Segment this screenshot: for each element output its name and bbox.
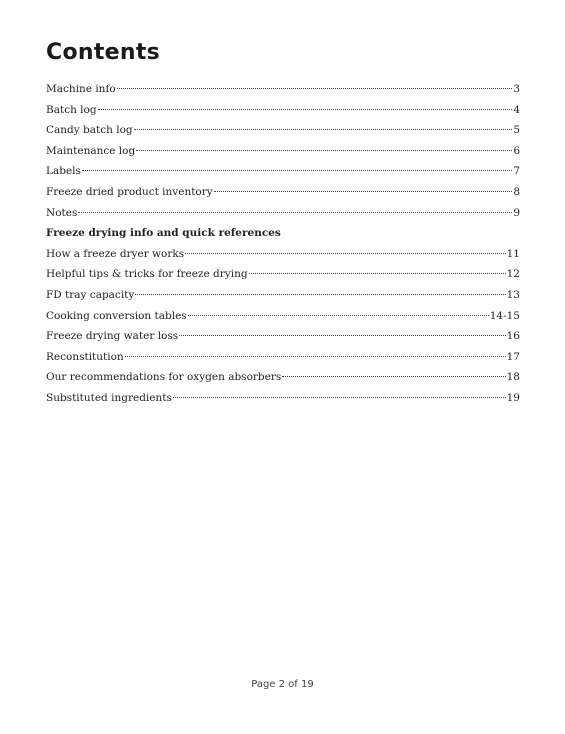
toc-entry-label: Maintenance log: [46, 144, 136, 157]
toc-entry-label: Candy batch log: [46, 124, 133, 137]
dot-leader: [282, 376, 505, 377]
dot-leader: [249, 273, 506, 274]
toc-entry-page: 6: [513, 144, 520, 157]
toc-entry-label: Cooking conversion tables: [46, 309, 187, 322]
toc-entry-label: Freeze dried product inventory: [46, 185, 213, 198]
toc-entry-page: 8: [513, 185, 520, 198]
dot-leader: [98, 109, 513, 110]
toc-entry-page: 18: [506, 371, 520, 384]
dot-leader: [135, 294, 505, 295]
dot-leader: [173, 397, 506, 398]
toc-entry[interactable]: [46, 141, 520, 162]
dot-leader: [185, 253, 505, 254]
toc-list-main: [46, 79, 520, 223]
toc-entry[interactable]: [46, 100, 520, 121]
toc-entry-page: 16: [506, 330, 520, 343]
dot-leader: [134, 129, 513, 130]
dot-leader: [188, 315, 489, 316]
toc-entry-label: Substituted ingredients: [46, 391, 172, 404]
toc-entry-page: 19: [506, 391, 520, 404]
toc-entry-label: Notes: [46, 206, 78, 219]
toc-entry[interactable]: [46, 161, 520, 182]
dot-leader: [214, 191, 513, 192]
toc-entry[interactable]: [46, 326, 520, 347]
toc-entry-label: FD tray capacity: [46, 288, 135, 301]
toc-entry-page: 13: [506, 288, 520, 301]
toc-list-section: [46, 244, 520, 409]
toc-entry-label: Batch log: [46, 103, 97, 116]
page-footer: Page 2 of 19: [251, 679, 314, 690]
toc-entry-page: 5: [513, 124, 520, 137]
toc-entry-label: Helpful tips & tricks for freeze drying: [46, 268, 248, 281]
toc-entry-label: Freeze drying water loss: [46, 330, 179, 343]
toc-entry-page: 9: [513, 206, 520, 219]
dot-leader: [136, 150, 512, 151]
toc-entry[interactable]: [46, 264, 520, 285]
toc-entry[interactable]: [46, 347, 520, 368]
toc-entry-label: Reconstitution: [46, 350, 124, 363]
toc-entry-label: How a freeze dryer works: [46, 247, 185, 260]
page-title: Contents: [46, 40, 161, 65]
toc-entry[interactable]: [46, 367, 520, 388]
toc-entry-page: 11: [506, 247, 520, 260]
dot-leader: [82, 170, 512, 171]
toc-entry-label: Machine info: [46, 83, 116, 95]
toc-entry-page: 4: [513, 103, 520, 116]
toc-entry-label: Our recommendations for oxygen absorbers: [46, 371, 282, 384]
toc-entry[interactable]: [46, 203, 520, 224]
toc-entry-page: 17: [506, 350, 520, 363]
toc-entry[interactable]: [46, 306, 520, 327]
toc-entry[interactable]: [46, 182, 520, 203]
toc-entry-page: 12: [506, 268, 520, 281]
toc-entry[interactable]: [46, 120, 520, 141]
toc-entry-label: Labels: [46, 165, 81, 178]
toc-entry[interactable]: [46, 285, 520, 306]
dot-leader: [117, 88, 513, 89]
dot-leader: [78, 212, 512, 213]
toc-entry-page: 7: [513, 165, 520, 178]
dot-leader: [179, 335, 505, 336]
dot-leader: [125, 356, 506, 357]
table-of-contents: [46, 79, 520, 409]
toc-entry[interactable]: [46, 388, 520, 409]
toc-entry-page: 3: [513, 83, 520, 95]
toc-entry[interactable]: [46, 244, 520, 265]
toc-entry[interactable]: [46, 79, 520, 100]
toc-entry-page: 14-15: [489, 309, 520, 322]
toc-section-heading: Freeze drying info and quick references: [46, 227, 281, 240]
